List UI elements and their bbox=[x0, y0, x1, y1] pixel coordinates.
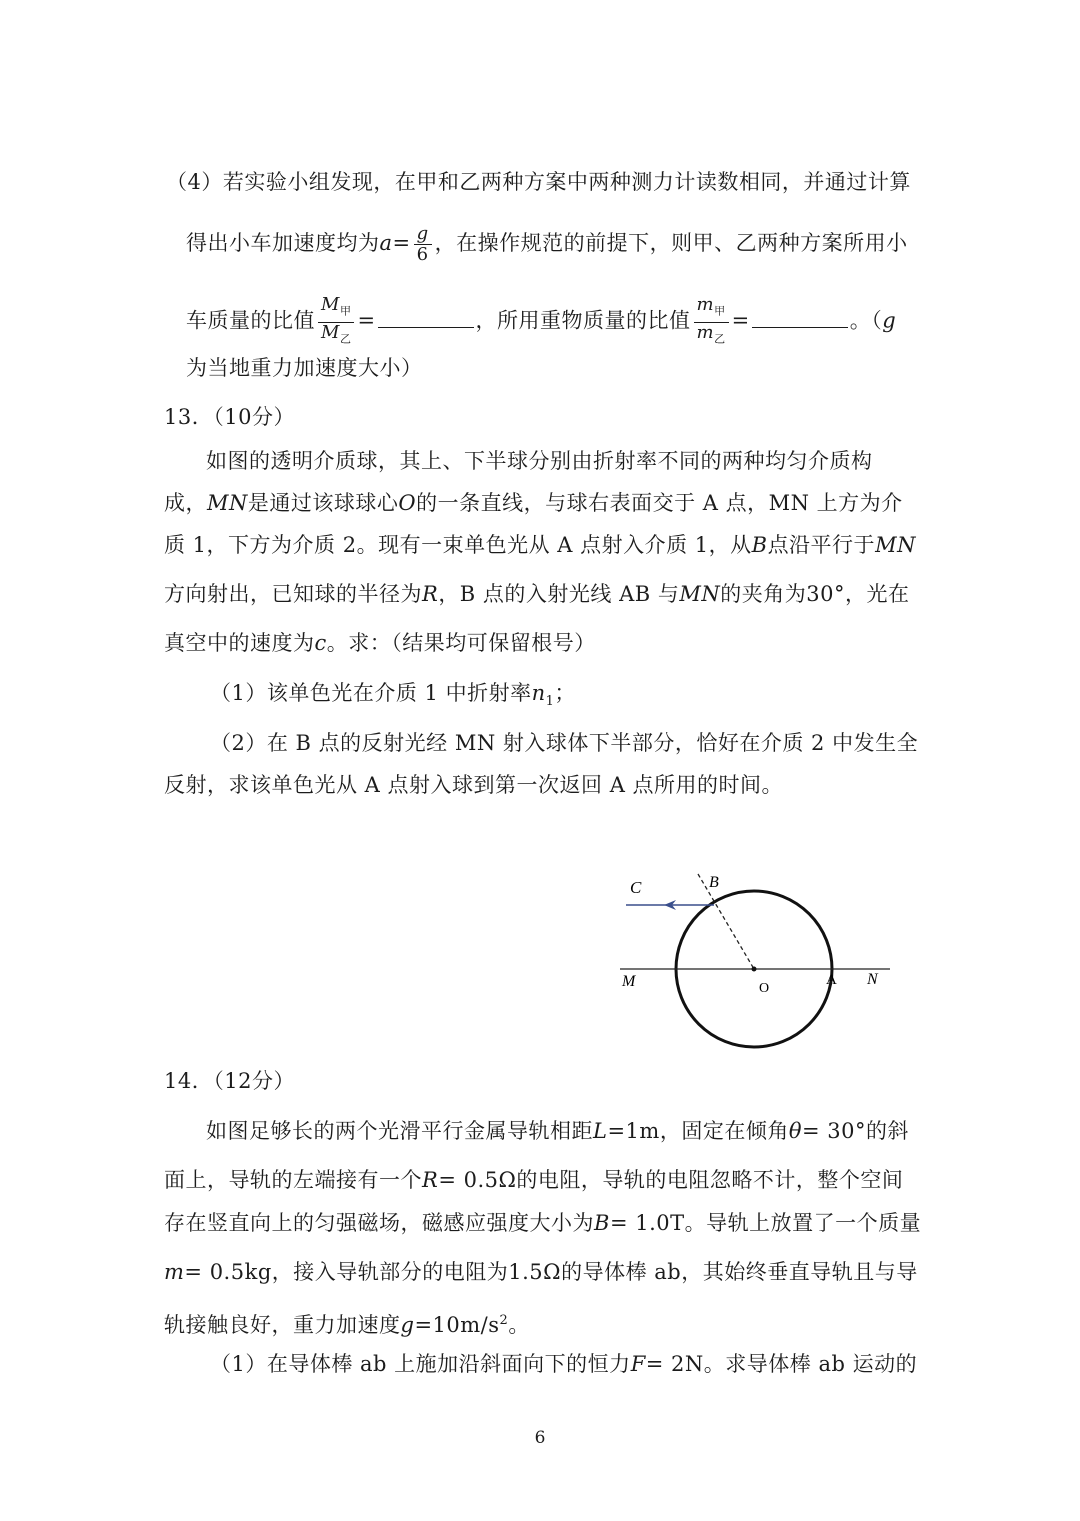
q13-part2-line1: （2）在 B 点的反射光经 MN 射入球体下半部分，恰好在介质 2 中发生全 bbox=[210, 731, 919, 755]
accel-fraction: $\frac{g}{6}$ bbox=[414, 224, 432, 265]
q13-line2: 成，MN是通过该球球心O的一条直线，与球右表面交于 A 点，MN 上方为介 bbox=[164, 491, 903, 515]
sphere-diagram bbox=[600, 860, 910, 1050]
label-b: B bbox=[709, 874, 719, 891]
q14-line5: 轨接触良好，重力加速度$g=10m/s^2$。 bbox=[164, 1313, 530, 1337]
q13-part2-line2: 反射，求该单色光从 A 点射入球到第一次返回 A 点所用的时间。 bbox=[164, 773, 784, 797]
label-a: A bbox=[826, 972, 837, 988]
answer-blank-weight-ratio[interactable] bbox=[752, 309, 848, 328]
q13-header: 13．（10分） bbox=[164, 405, 295, 429]
mass-ratio-fraction: $\frac{M_甲}{M_乙}$ bbox=[318, 295, 354, 349]
normal-dashed-line bbox=[698, 874, 754, 969]
q13-line4: 方向射出，已知球的半径为R，B 点的入射光线 AB 与MN的夹角为30°，光在 bbox=[164, 582, 910, 606]
q12-part4-line2: 得出小车加速度均为a= $\frac{g}{6}$ ，在操作规范的前提下，则甲、乙两种方案所用小 bbox=[186, 223, 908, 265]
label-m: M bbox=[622, 973, 636, 990]
q13-line5: 真空中的速度为c。求：（结果均可保留根号） bbox=[164, 631, 596, 655]
q14-line4: m= 0.5kg，接入导轨部分的电阻为1.5Ω的导体棒 ab，其始终垂直导轨且与导 bbox=[164, 1260, 918, 1284]
label-c: C bbox=[630, 878, 642, 897]
label-n: N bbox=[867, 971, 878, 988]
q12-part4-line1: （4）若实验小组发现，在甲和乙两种方案中两种测力计读数相同，并通过计算 bbox=[166, 170, 911, 194]
q12-part4-line3: 车质量的比值 $\frac{M_甲}{M_乙}$ = ，所用重物质量的比值 $\frac{m_甲}{m_乙}$ = 。（g bbox=[186, 295, 896, 349]
q13-part1: （1）该单色光在介质 1 中折射率$n_1$； bbox=[210, 681, 576, 710]
answer-blank-mass-ratio[interactable] bbox=[378, 309, 474, 328]
q13-line1: 如图的透明介质球，其上、下半球分别由折射率不同的两种均匀介质构 bbox=[206, 449, 873, 473]
q13-line3: 质 1，下方为介质 2。现有一束单色光从 A 点射入介质 1，从B点沿平行于MN bbox=[164, 533, 916, 557]
q14-part1: （1）在导体棒 ab 上施加沿斜面向下的恒力F= 2N。求导体棒 ab 运动的 bbox=[210, 1352, 918, 1376]
label-o: O bbox=[759, 981, 770, 996]
center-point bbox=[752, 967, 757, 972]
q14-line3: 存在竖直向上的匀强磁场，磁感应强度大小为B= 1.0T。导轨上放置了一个质量 bbox=[164, 1211, 922, 1235]
q14-line2: 面上，导轨的左端接有一个R= 0.5Ω的电阻，导轨的电阻忽略不计，整个空间 bbox=[164, 1168, 904, 1192]
q14-header: 14．（12分） bbox=[164, 1069, 295, 1093]
page-number: 6 bbox=[534, 1428, 546, 1448]
q14-line1: 如图足够长的两个光滑平行金属导轨相距L=1m，固定在倾角θ= 30°的斜 bbox=[206, 1119, 909, 1143]
weight-ratio-fraction: $\frac{m_甲}{m_乙}$ bbox=[694, 295, 729, 349]
q12-part4-line4: 为当地重力加速度大小） bbox=[186, 356, 423, 380]
